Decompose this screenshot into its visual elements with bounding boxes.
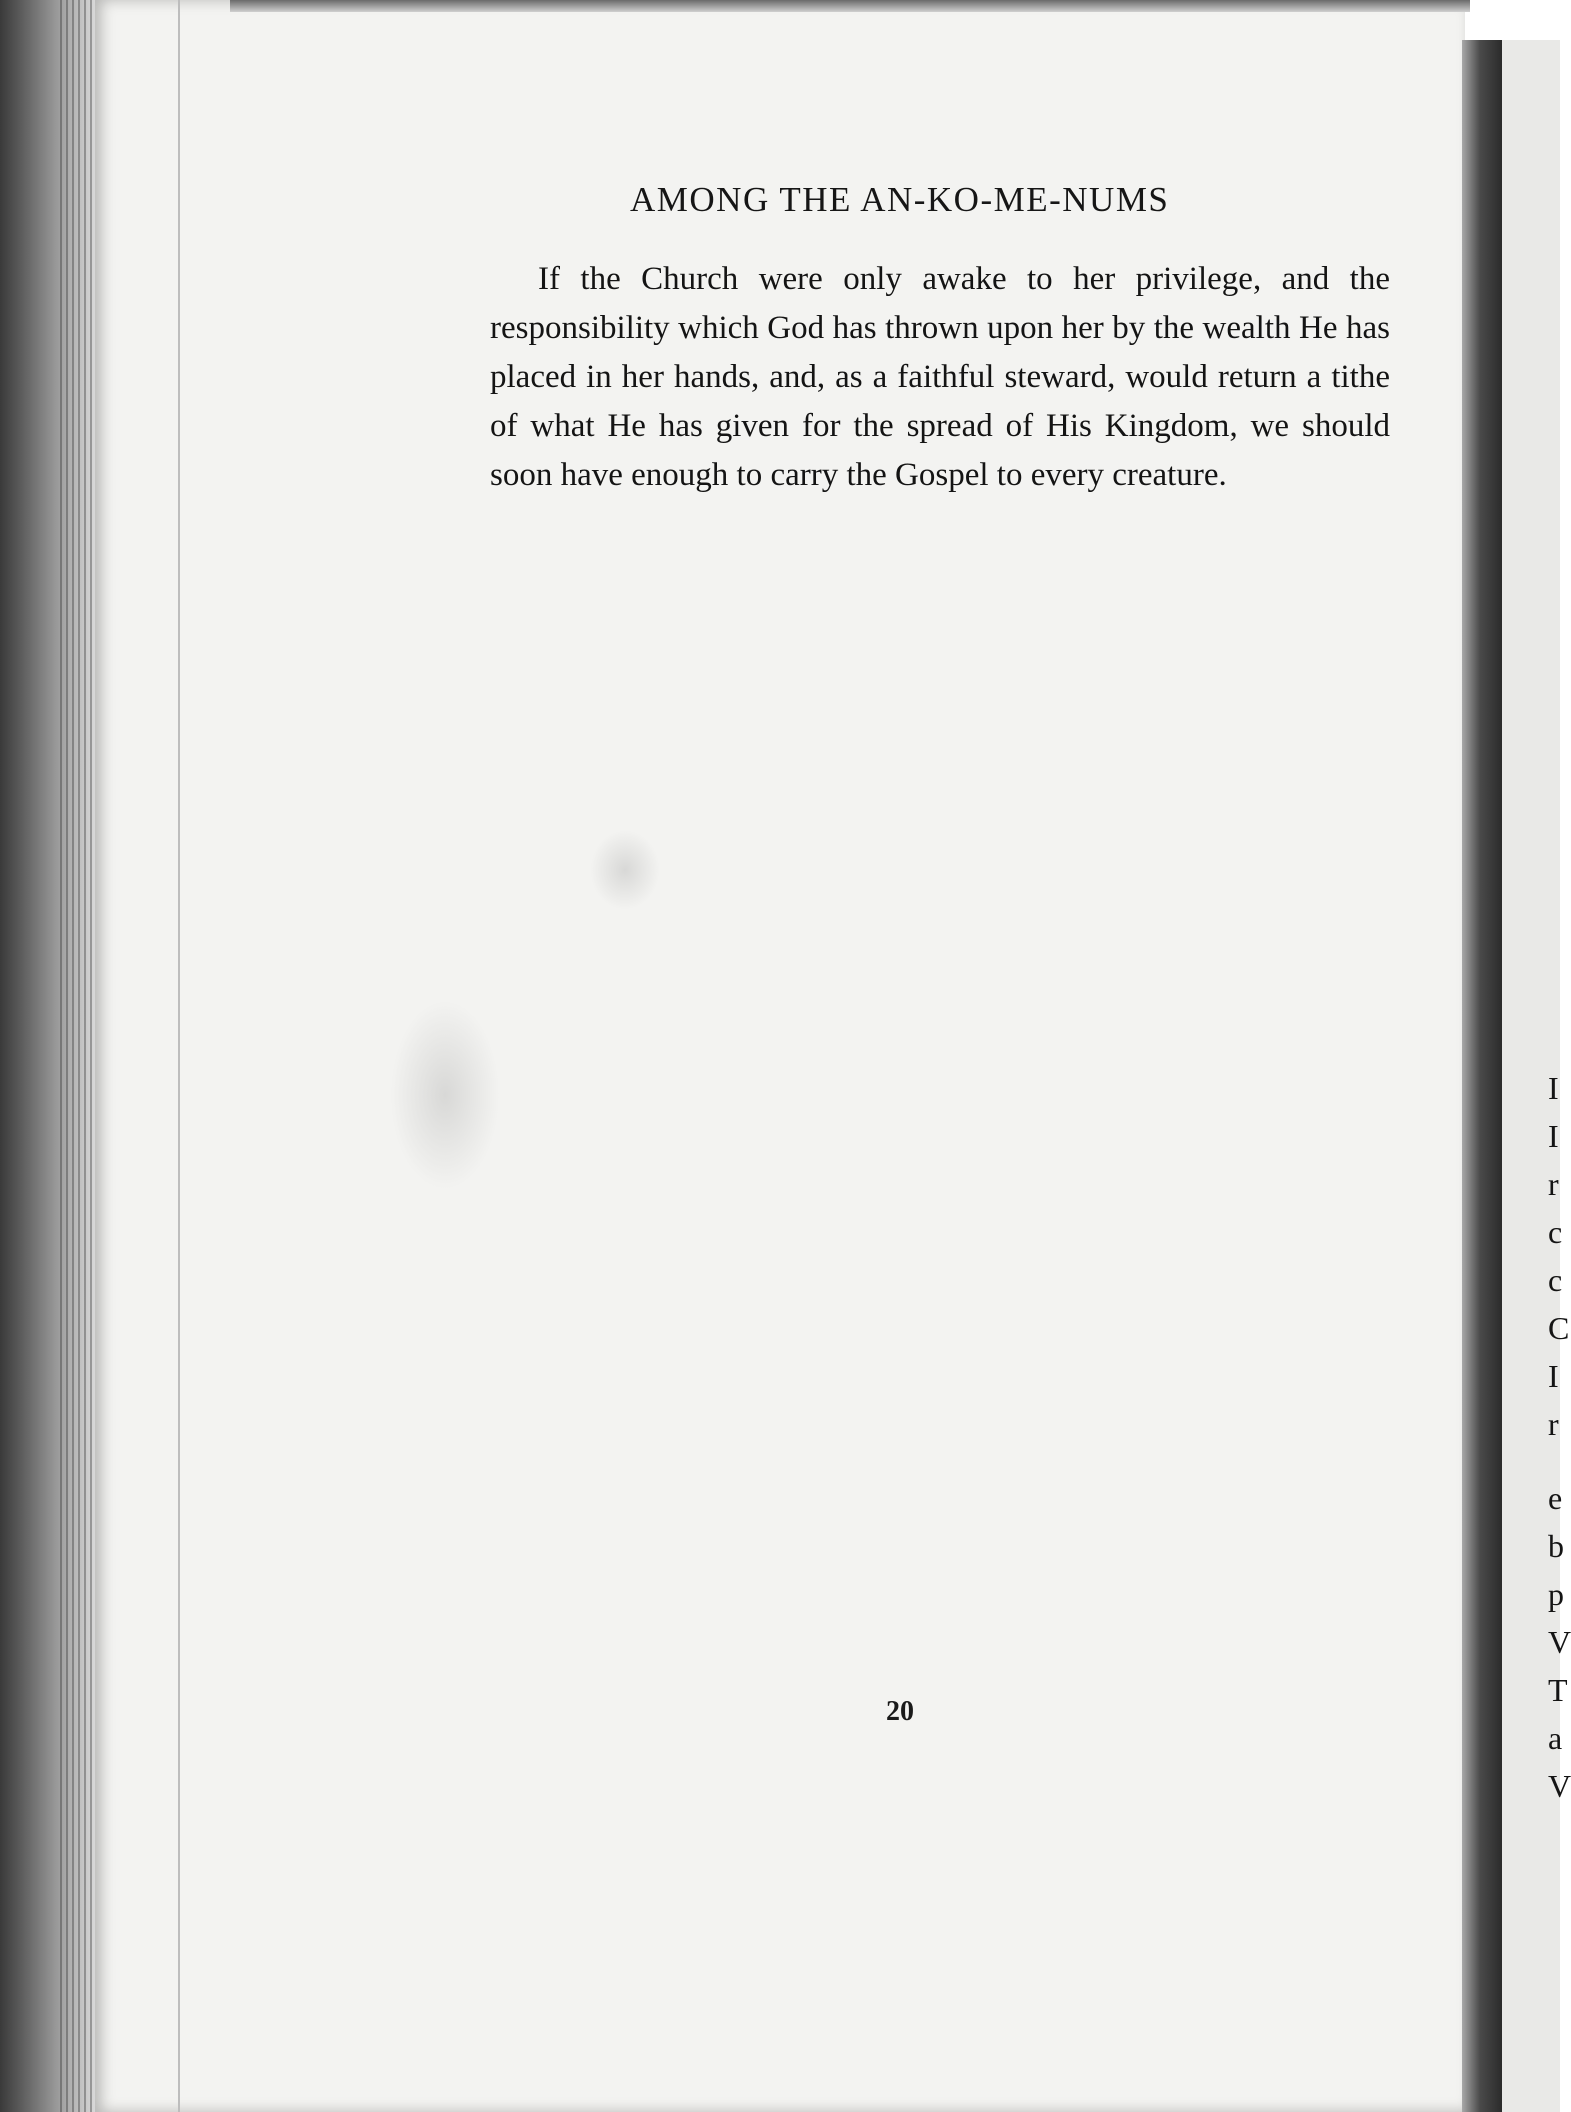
- page-top-shadow: [230, 0, 1470, 12]
- next-page-letter: V: [1548, 1624, 1571, 1660]
- next-page-letter: c: [1548, 1262, 1563, 1298]
- next-page-letter: e: [1548, 1480, 1563, 1516]
- next-page-letter: T: [1548, 1672, 1568, 1708]
- next-page-letter: I: [1548, 1358, 1559, 1394]
- body-paragraph: If the Church were only awake to her privilege, and the responsibility which God has thrown upon her by the wealth He has placed in her hands, and, as a faithful steward, would return a tithe of what He has given for the spread of His Kingdom, we should soon have enough to carry the Gospel to every creature.: [490, 261, 1390, 493]
- next-page-letter: c: [1548, 1214, 1563, 1250]
- running-head: AMONG THE AN-KO-ME-NUMS: [630, 180, 1170, 219]
- next-page-letter: I: [1548, 1070, 1559, 1106]
- page-number: 20: [886, 1696, 914, 1727]
- next-page-letter: b: [1548, 1528, 1564, 1564]
- paper-smudge: [390, 1000, 500, 1190]
- next-page-letter: V: [1548, 1768, 1571, 1804]
- page-inner-border: [178, 0, 180, 2112]
- next-page-letter: r: [1548, 1166, 1559, 1202]
- next-page-letter: r: [1548, 1406, 1559, 1442]
- next-page-letter: C: [1548, 1310, 1570, 1346]
- book-gutter: [1462, 40, 1502, 2112]
- page-edge-stack: [60, 0, 100, 2112]
- next-page-letter: a: [1548, 1720, 1563, 1756]
- next-page-letter: p: [1548, 1576, 1564, 1612]
- paper-smudge: [590, 830, 660, 910]
- next-page-letter: I: [1548, 1118, 1559, 1154]
